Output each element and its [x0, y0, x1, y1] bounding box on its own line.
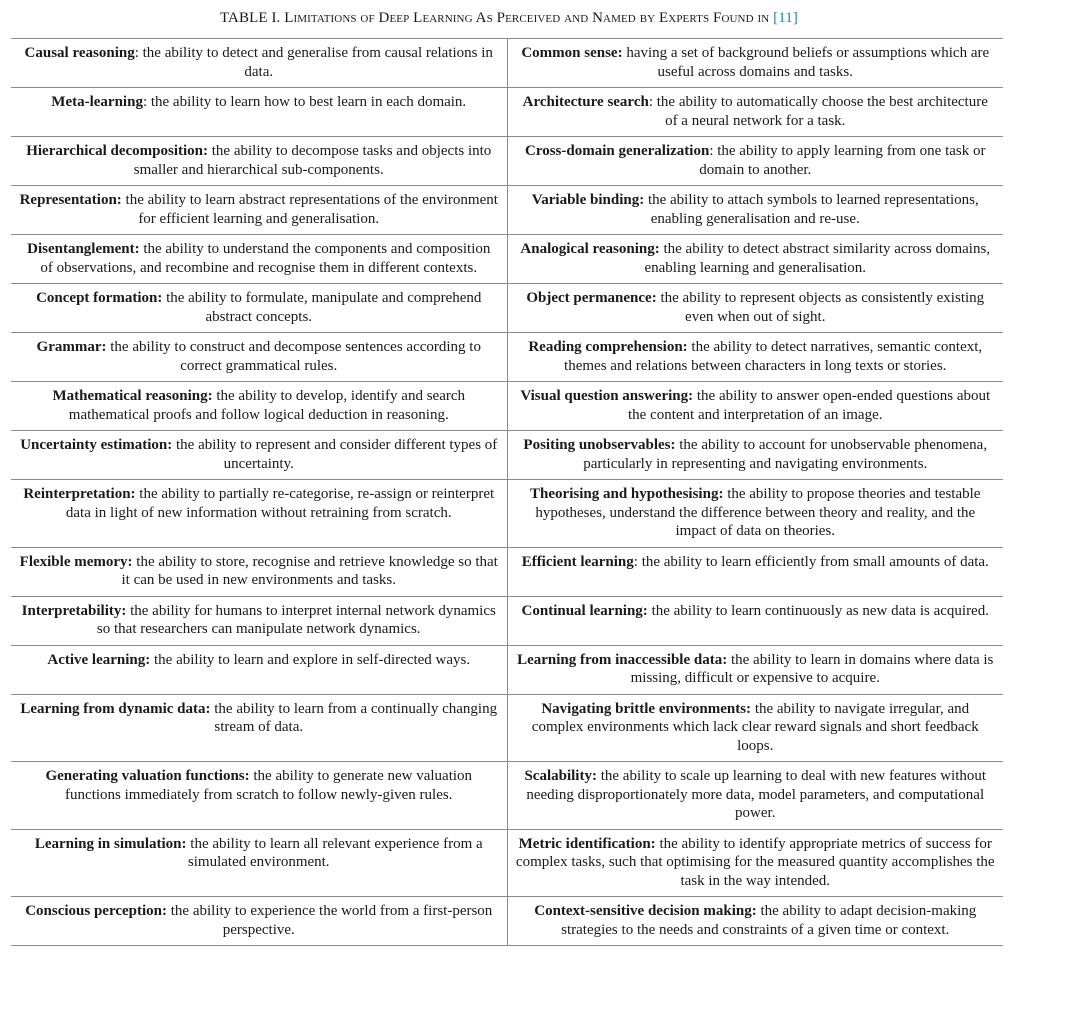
caption-prefix: TABLE I.: [219, 10, 281, 26]
table-cell-right: [507, 645, 1003, 694]
limitation-description: the ability to learn how to best learn in each domain.: [150, 94, 467, 110]
limitation-term: Architecture search: [522, 94, 649, 110]
limitation-description: the ability to learn abstract representations of the environment for efficient learning and generalisation.: [125, 192, 498, 227]
table-caption: [0, 10, 1018, 27]
limitation-description: the ability to formulate, manipulate and comprehend abstract concepts.: [166, 290, 482, 325]
limitation-term: Theorising and hypothesising:: [530, 486, 724, 502]
limitation-term: Hierarchical decomposition:: [26, 143, 208, 159]
limitation-term: Uncertainty estimation:: [20, 437, 173, 453]
term-separator: :: [633, 553, 642, 570]
limitation-term: Object permanence:: [526, 290, 657, 306]
table-cell-left: [11, 547, 507, 596]
limitation-term: Positing unobservables:: [523, 437, 676, 453]
table-row: [11, 186, 1003, 235]
table-cell-left: [11, 480, 507, 548]
limitation-term: Representation:: [19, 192, 122, 208]
limitation-term: Variable binding:: [531, 192, 645, 208]
limitation-term: Learning from dynamic data:: [20, 700, 211, 717]
table-row: [11, 137, 1003, 186]
limitation-description: the ability to decompose tasks and objects into smaller and hierarchical sub-components.: [133, 143, 492, 178]
table-cell-left: [11, 694, 507, 762]
table-row: [11, 547, 1003, 596]
limitation-term: Mathematical reasoning:: [52, 388, 213, 404]
limitation-description: the ability to learn all relevant experience from a simulated environment.: [187, 835, 483, 870]
limitation-description: the ability to attach symbols to learned representations, enabling generalisation and re-use.: [647, 192, 979, 227]
limitations-table: [11, 38, 1003, 946]
limitation-description: the ability to generate new valuation functions immediately from scratch to follow newly-given rules.: [65, 768, 473, 803]
term-separator: :: [142, 94, 151, 110]
limitation-description: the ability to answer open-ended questions about the content and interpretation of an image.: [628, 388, 991, 423]
table-cell-right: [507, 137, 1003, 186]
term-separator: :: [134, 45, 143, 61]
table-row: [11, 480, 1003, 548]
limitation-description: having a set of background beliefs or assumptions which are useful across domains and tasks.: [626, 45, 990, 80]
limitation-description: the ability to construct and decompose sentences according to correct grammatical rules.: [110, 339, 481, 374]
limitation-description: the ability to detect abstract similarity across domains, enabling learning and generalisation.: [644, 241, 991, 276]
table-cell-left: [11, 645, 507, 694]
limitation-description: the ability to propose theories and testable hypotheses, understand the difference between theory and reality, and the impact of data on theories.: [535, 486, 981, 539]
table-row: [11, 829, 1003, 897]
limitation-term: Context-sensitive decision making:: [534, 903, 757, 919]
table-cell-left: [11, 186, 507, 235]
table-cell-left: [11, 333, 507, 382]
table-cell-right: [507, 596, 1003, 645]
limitation-description: the ability to partially re-categorise, re-assign or reinterpret data in light of new information without retraining from scratch.: [65, 486, 495, 521]
table-cell-left: [11, 431, 507, 480]
table-cell-right: [507, 480, 1003, 548]
table-cell-right: [507, 829, 1003, 897]
caption-title: Limitations of Deep Learning As Perceived and Named by Experts Found in: [284, 10, 770, 26]
table-cell-left: [11, 829, 507, 897]
limitation-description: the ability to represent objects as consistently existing even when out of sight.: [660, 290, 985, 325]
table-cell-left: [11, 235, 507, 284]
limitation-description: the ability to detect and generalise from causal relations in data.: [142, 45, 493, 80]
limitation-term: Reading comprehension:: [528, 339, 688, 355]
table-cell-right: [507, 694, 1003, 762]
table-cell-right: [507, 897, 1003, 946]
table-cell-right: [507, 547, 1003, 596]
limitation-term: Common sense:: [521, 45, 623, 61]
table-row: [11, 382, 1003, 431]
table-cell-left: [11, 596, 507, 645]
table-row: [11, 235, 1003, 284]
caption-reference-link[interactable]: [11]: [773, 10, 799, 26]
limitation-term: Meta-learning: [51, 94, 143, 110]
limitation-term: Flexible memory:: [19, 553, 133, 570]
table-row: [11, 762, 1003, 830]
table-row: [11, 333, 1003, 382]
limitation-term: Grammar:: [36, 339, 107, 355]
limitation-description: the ability to apply learning from one task or domain to another.: [699, 143, 986, 178]
limitation-term: Active learning:: [47, 651, 151, 668]
table-cell-right: [507, 382, 1003, 431]
limitation-description: the ability to detect narratives, semantic context, themes and relations between characters in long texts or stories.: [564, 339, 983, 374]
limitation-description: the ability for humans to interpret internal network dynamics so that researchers can manipulate network dynamics.: [96, 602, 496, 637]
table-cell-right: [507, 186, 1003, 235]
limitation-term: Generating valuation functions:: [45, 768, 250, 784]
limitation-description: the ability to scale up learning to deal with new features without needing disproportionately more data, model parameters, and computational power.: [526, 768, 987, 821]
limitation-term: Cross-domain generalization: [525, 143, 710, 159]
limitation-term: Continual learning:: [521, 602, 648, 619]
table-cell-left: [11, 762, 507, 830]
limitation-term: Navigating brittle environments:: [541, 700, 752, 717]
limitation-term: Metric identification:: [518, 835, 656, 852]
term-separator: :: [648, 94, 657, 110]
table-cell-left: [11, 284, 507, 333]
table-cell-right: [507, 39, 1003, 88]
limitation-description: the ability to understand the components and composition of observations, and recombine and recognise them in different contexts.: [40, 241, 491, 276]
table-row: [11, 596, 1003, 645]
limitation-description: the ability to develop, identify and search mathematical proofs and follow logical deduction in reasoning.: [68, 388, 466, 423]
limitation-term: Efficient learning: [521, 553, 634, 570]
limitation-term: Analogical reasoning:: [520, 241, 660, 257]
table-cell-left: [11, 88, 507, 137]
limitation-term: Learning from inaccessible data:: [517, 651, 728, 668]
limitation-description: the ability to automatically choose the best architecture of a neural network for a task.: [656, 94, 988, 129]
table-row: [11, 88, 1003, 137]
table-cell-right: [507, 88, 1003, 137]
table-cell-right: [507, 431, 1003, 480]
table-cell-right: [507, 284, 1003, 333]
limitation-description: the ability to learn from a continually changing stream of data.: [214, 700, 498, 735]
limitation-term: Concept formation:: [36, 290, 163, 306]
limitation-description: the ability to navigate irregular, and complex environments which lack clear reward signals and short feedback loops.: [531, 700, 979, 754]
limitation-description: the ability to adapt decision-making strategies to the needs and constraints of a given time or context.: [561, 903, 977, 938]
limitation-description: the ability to represent and consider different types of uncertainty.: [176, 437, 498, 472]
table-cell-right: [507, 333, 1003, 382]
table-row: [11, 645, 1003, 694]
table-row: [11, 897, 1003, 946]
limitation-description: the ability to learn continuously as new data is acquired.: [651, 602, 989, 619]
limitation-term: Visual question answering:: [520, 388, 694, 404]
limitation-description: the ability to store, recognise and retrieve knowledge so that it can be used in new environments and tasks.: [121, 553, 498, 588]
limitation-term: Interpretability:: [21, 602, 127, 619]
limitation-description: the ability to experience the world from a first-person perspective.: [170, 903, 493, 938]
table-cell-left: [11, 382, 507, 431]
limitation-description: the ability to learn in domains where data is missing, difficult or expensive to acquire.: [630, 651, 994, 686]
limitation-term: Scalability:: [524, 768, 597, 784]
limitation-term: Learning in simulation:: [34, 835, 187, 852]
table-row: [11, 284, 1003, 333]
table-row: [11, 431, 1003, 480]
limitation-description: the ability to learn and explore in self-directed ways.: [154, 651, 471, 668]
limitation-term: Disentanglement:: [27, 241, 140, 257]
limitation-description: the ability to account for unobservable phenomena, particularly in representing and navigating environments.: [583, 437, 988, 472]
limitation-term: Reinterpretation:: [23, 486, 136, 502]
term-separator: :: [709, 143, 718, 159]
limitation-description: the ability to learn efficiently from small amounts of data.: [641, 553, 989, 570]
table-cell-right: [507, 762, 1003, 830]
table-cell-left: [11, 137, 507, 186]
table-cell-left: [11, 39, 507, 88]
table-row: [11, 694, 1003, 762]
table-cell-right: [507, 235, 1003, 284]
limitation-term: Causal reasoning: [24, 45, 135, 61]
limitation-description: the ability to identify appropriate metrics of success for complex tasks, such that optimising for the measured quantity accomplishes the task in the way intended.: [515, 835, 995, 889]
table-cell-left: [11, 897, 507, 946]
table-row: [11, 39, 1003, 88]
limitation-term: Conscious perception:: [25, 903, 167, 919]
